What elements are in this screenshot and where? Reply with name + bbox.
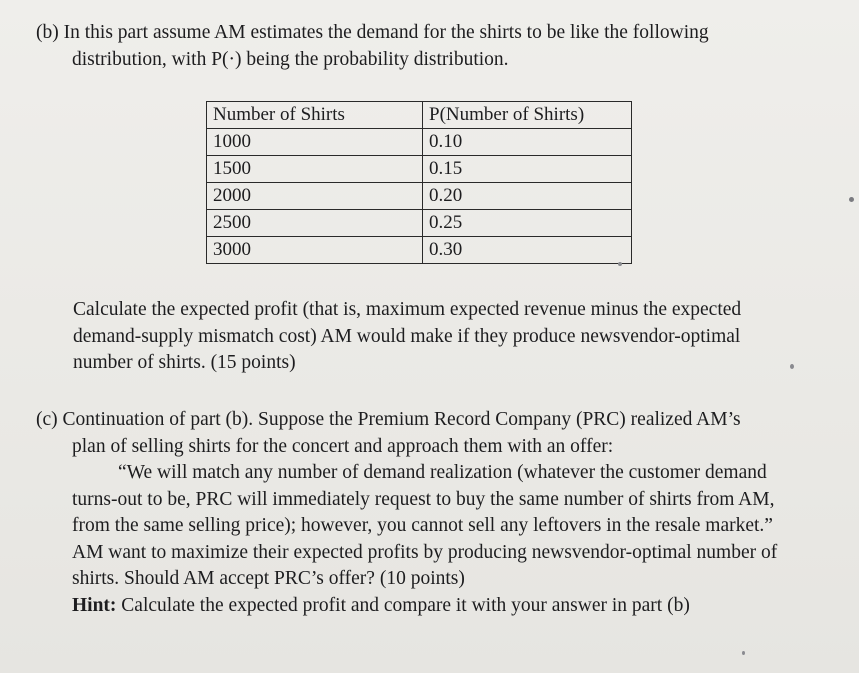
part-c-line-4: turns-out to be, PRC will immediately request to buy the same number of shirts from AM, [72,488,775,510]
calc-line-1: Calculate the expected profit (that is, maximum expected revenue minus the expected [73,299,742,320]
hint-label: Hint: [72,594,117,616]
table-row [207,129,632,156]
demand-distribution-table [206,101,632,264]
calc-line-2: demand-supply mismatch cost) AM would make if they produce newsvendor-optimal [73,325,741,347]
part-b-line-1: (b) In this part assume AM estimates the demand for the shirts to be like the following [36,22,709,43]
table-cell-probability: 0.10 [423,129,632,156]
table-cell-shirts: 3000 [207,237,423,264]
part-c-line-7: shirts. Should AM accept PRC’s offer? (10 points) [72,568,465,589]
table-row [207,183,632,210]
table-cell-shirts: 2500 [207,210,423,237]
table-cell-shirts: 1500 [207,156,423,183]
table-cell-shirts: 2000 [207,183,423,210]
paper-speck [618,262,622,266]
table-cell-probability: 0.30 [423,237,632,264]
calc-line-3: number of shirts. (15 points) [73,352,296,373]
hint-line [36,593,777,620]
table-cell-probability: 0.25 [423,210,632,237]
paper-speck [742,651,745,655]
table-cell-probability: 0.15 [423,156,632,183]
hint-text: Calculate the expected profit and compare it with your answer in part (b) [116,594,690,616]
table-header-probability: P(Number of Shirts) [423,102,632,129]
part-c-line-1: (c) Continuation of part (b). Suppose the Premium Record Company (PRC) realized AM’s [36,409,741,430]
table-row [207,156,632,183]
table-cell-probability: 0.20 [423,183,632,210]
paper-speck [849,197,854,202]
part-c-line-5: from the same selling price); however, you cannot sell any leftovers in the resale market.” [72,515,773,536]
table-header-shirts: Number of Shirts [207,102,423,129]
calculate-question [73,297,741,377]
table-cell-shirts: 1000 [207,129,423,156]
part-c-question [36,407,777,619]
table-row [207,210,632,237]
part-c-line-2: plan of selling shirts for the concert and approach them with an offer: [72,435,614,457]
table-row [207,237,632,264]
part-c-quote-line: “We will match any number of demand realization (whatever the customer demand [118,462,767,483]
part-b-line-2: distribution, with P(·) being the probability distribution. [72,48,509,70]
part-b-intro [36,20,709,73]
paper-speck [790,364,794,369]
part-c-line-6: AM want to maximize their expected profits by producing newsvendor-optimal number of [72,541,778,563]
table-header-row [207,102,632,129]
